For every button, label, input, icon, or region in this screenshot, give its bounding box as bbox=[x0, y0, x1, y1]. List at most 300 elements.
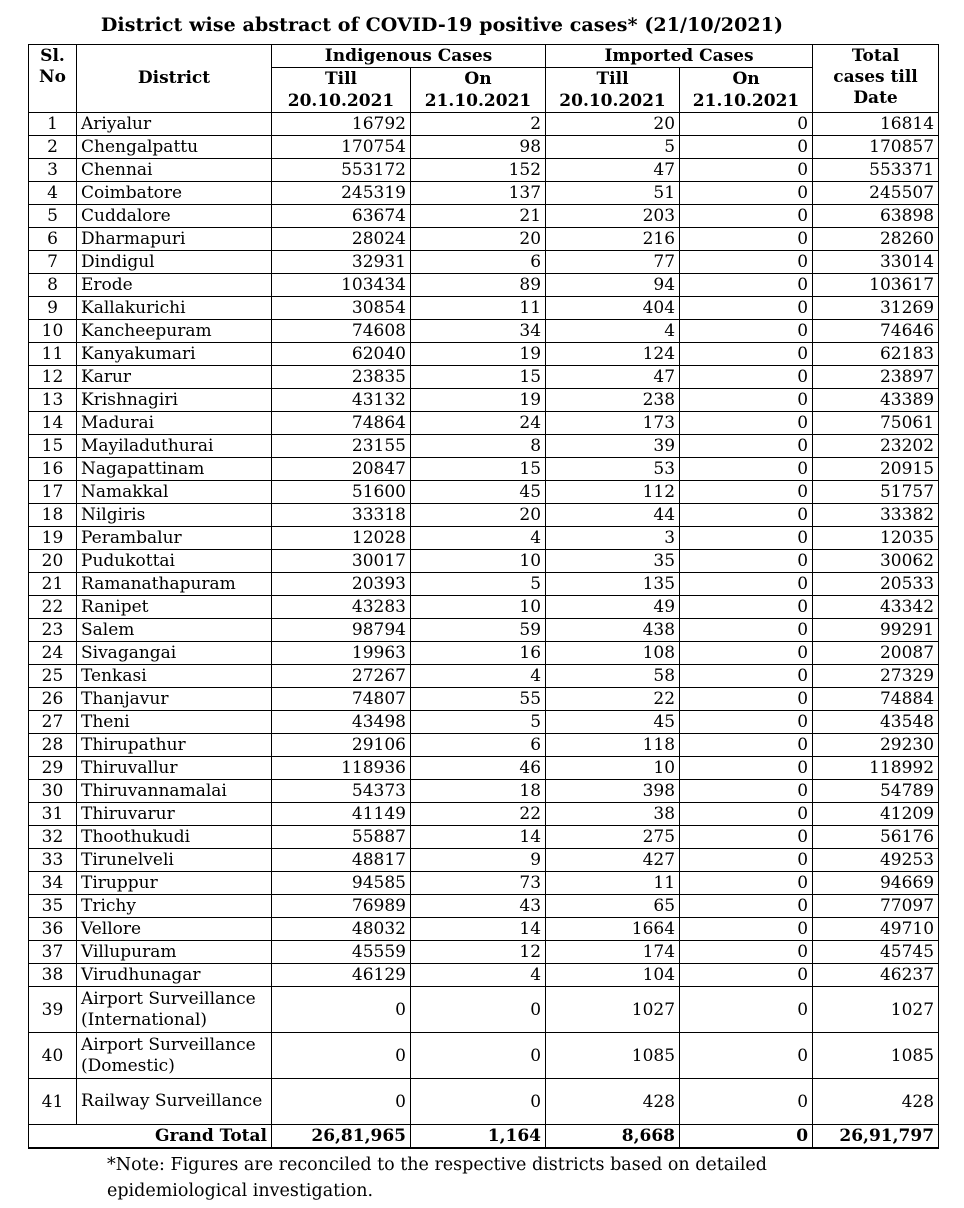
table-row bbox=[29, 251, 939, 274]
cell-indigenous-on: 15 bbox=[411, 366, 546, 389]
cell-indigenous-on: 9 bbox=[411, 849, 546, 872]
cell-district: Ariyalur bbox=[77, 113, 272, 136]
cell-district: Thiruvarur bbox=[77, 803, 272, 826]
table-row bbox=[29, 527, 939, 550]
cell-imported-on: 0 bbox=[680, 274, 813, 297]
cell-sl-no: 29 bbox=[29, 757, 77, 780]
cell-indigenous-till: 23155 bbox=[272, 435, 411, 458]
cell-indigenous-on: 10 bbox=[411, 596, 546, 619]
cell-imported-till: 174 bbox=[546, 941, 680, 964]
header-total-line1: Total bbox=[851, 46, 900, 66]
cell-indigenous-on: 20 bbox=[411, 504, 546, 527]
header-total-line3: Date bbox=[853, 88, 898, 108]
cell-total: 23897 bbox=[813, 366, 939, 389]
cell-sl-no: 30 bbox=[29, 780, 77, 803]
cell-imported-till: 47 bbox=[546, 159, 680, 182]
cell-district: Dharmapuri bbox=[77, 228, 272, 251]
cell-sl-no: 23 bbox=[29, 619, 77, 642]
cell-imported-on: 0 bbox=[680, 895, 813, 918]
cell-imported-on: 0 bbox=[680, 849, 813, 872]
cell-indigenous-on: 11 bbox=[411, 297, 546, 320]
table-row bbox=[29, 780, 939, 803]
district-cases-table bbox=[28, 44, 939, 1149]
cell-total: 30062 bbox=[813, 550, 939, 573]
cell-imported-on: 0 bbox=[680, 642, 813, 665]
table-header bbox=[29, 45, 939, 113]
cell-sl-no: 31 bbox=[29, 803, 77, 826]
table-row bbox=[29, 320, 939, 343]
cell-indigenous-till: 27267 bbox=[272, 665, 411, 688]
cell-imported-on: 0 bbox=[680, 550, 813, 573]
table-row bbox=[29, 1079, 939, 1125]
cell-district: Tiruppur bbox=[77, 872, 272, 895]
header-ind-on-date: 21.10.2021 bbox=[411, 90, 546, 113]
header-sl-no-line2: No bbox=[39, 67, 66, 87]
cell-imported-till: 1085 bbox=[546, 1033, 680, 1079]
header-imp-on: On bbox=[680, 68, 813, 91]
header-total-line2: cases till bbox=[833, 67, 918, 87]
cell-indigenous-on: 6 bbox=[411, 734, 546, 757]
cell-imported-on: 0 bbox=[680, 596, 813, 619]
cell-imported-on: 0 bbox=[680, 435, 813, 458]
cell-sl-no: 3 bbox=[29, 159, 77, 182]
cell-sl-no: 10 bbox=[29, 320, 77, 343]
cell-indigenous-on: 43 bbox=[411, 895, 546, 918]
cell-imported-on: 0 bbox=[680, 389, 813, 412]
cell-sl-no: 33 bbox=[29, 849, 77, 872]
cell-indigenous-on: 5 bbox=[411, 573, 546, 596]
cell-imported-on: 0 bbox=[680, 1079, 813, 1125]
table-row bbox=[29, 803, 939, 826]
cell-indigenous-on: 45 bbox=[411, 481, 546, 504]
cell-district: Tenkasi bbox=[77, 665, 272, 688]
table-row bbox=[29, 1033, 939, 1079]
cell-imported-on: 0 bbox=[680, 159, 813, 182]
cell-imported-till: 45 bbox=[546, 711, 680, 734]
cell-indigenous-till: 118936 bbox=[272, 757, 411, 780]
cell-total: 45745 bbox=[813, 941, 939, 964]
cell-total: 33382 bbox=[813, 504, 939, 527]
cell-indigenous-on: 152 bbox=[411, 159, 546, 182]
cell-indigenous-till: 54373 bbox=[272, 780, 411, 803]
table-row bbox=[29, 343, 939, 366]
cell-indigenous-till: 63674 bbox=[272, 205, 411, 228]
cell-indigenous-till: 30017 bbox=[272, 550, 411, 573]
cell-imported-till: 39 bbox=[546, 435, 680, 458]
cell-imported-till: 238 bbox=[546, 389, 680, 412]
table-row bbox=[29, 872, 939, 895]
cell-total: 54789 bbox=[813, 780, 939, 803]
cell-indigenous-on: 98 bbox=[411, 136, 546, 159]
cell-indigenous-till: 41149 bbox=[272, 803, 411, 826]
cell-district: Karur bbox=[77, 366, 272, 389]
cell-district: Virudhunagar bbox=[77, 964, 272, 987]
cell-indigenous-on: 10 bbox=[411, 550, 546, 573]
cell-imported-on: 0 bbox=[680, 711, 813, 734]
cell-imported-till: 428 bbox=[546, 1079, 680, 1125]
table-row bbox=[29, 596, 939, 619]
cell-sl-no: 20 bbox=[29, 550, 77, 573]
cell-sl-no: 37 bbox=[29, 941, 77, 964]
cell-total: 118992 bbox=[813, 757, 939, 780]
cell-imported-till: 5 bbox=[546, 136, 680, 159]
cell-district: Namakkal bbox=[77, 481, 272, 504]
table-row bbox=[29, 113, 939, 136]
cell-district: Cuddalore bbox=[77, 205, 272, 228]
cell-indigenous-on: 59 bbox=[411, 619, 546, 642]
table-row bbox=[29, 826, 939, 849]
cell-district: Sivagangai bbox=[77, 642, 272, 665]
cell-total: 56176 bbox=[813, 826, 939, 849]
cell-sl-no: 35 bbox=[29, 895, 77, 918]
cell-imported-on: 0 bbox=[680, 803, 813, 826]
cell-indigenous-on: 5 bbox=[411, 711, 546, 734]
cell-indigenous-till: 51600 bbox=[272, 481, 411, 504]
cell-imported-on: 0 bbox=[680, 757, 813, 780]
cell-indigenous-on: 4 bbox=[411, 964, 546, 987]
cell-imported-on: 0 bbox=[680, 297, 813, 320]
cell-imported-till: 438 bbox=[546, 619, 680, 642]
cell-sl-no: 38 bbox=[29, 964, 77, 987]
cell-indigenous-on: 73 bbox=[411, 872, 546, 895]
cell-imported-on: 0 bbox=[680, 136, 813, 159]
cell-district: Perambalur bbox=[77, 527, 272, 550]
cell-imported-till: 3 bbox=[546, 527, 680, 550]
table-row bbox=[29, 941, 939, 964]
table-row bbox=[29, 205, 939, 228]
cell-district: Coimbatore bbox=[77, 182, 272, 205]
cell-total: 49710 bbox=[813, 918, 939, 941]
cell-imported-on: 0 bbox=[680, 987, 813, 1033]
table-row bbox=[29, 274, 939, 297]
cell-sl-no: 16 bbox=[29, 458, 77, 481]
cell-imported-till: 1027 bbox=[546, 987, 680, 1033]
cell-sl-no: 13 bbox=[29, 389, 77, 412]
cell-imported-on: 0 bbox=[680, 665, 813, 688]
cell-indigenous-on: 0 bbox=[411, 1079, 546, 1125]
cell-imported-till: 20 bbox=[546, 113, 680, 136]
cell-imported-till: 58 bbox=[546, 665, 680, 688]
cell-sl-no: 11 bbox=[29, 343, 77, 366]
cell-district: Airport Surveillance (International) bbox=[77, 987, 272, 1033]
cell-district: Dindigul bbox=[77, 251, 272, 274]
cell-indigenous-on: 137 bbox=[411, 182, 546, 205]
header-ind-till: Till bbox=[272, 68, 411, 91]
header-indigenous: Indigenous Cases bbox=[272, 45, 546, 68]
cell-imported-till: 94 bbox=[546, 274, 680, 297]
cell-imported-till: 38 bbox=[546, 803, 680, 826]
grand-total-label: Grand Total bbox=[29, 1125, 272, 1149]
cell-indigenous-on: 89 bbox=[411, 274, 546, 297]
cell-indigenous-on: 55 bbox=[411, 688, 546, 711]
cell-imported-till: 44 bbox=[546, 504, 680, 527]
table-row bbox=[29, 228, 939, 251]
cell-indigenous-till: 76989 bbox=[272, 895, 411, 918]
cell-indigenous-till: 23835 bbox=[272, 366, 411, 389]
cell-indigenous-on: 18 bbox=[411, 780, 546, 803]
cell-district: Kanyakumari bbox=[77, 343, 272, 366]
cell-sl-no: 41 bbox=[29, 1079, 77, 1125]
cell-total: 103617 bbox=[813, 274, 939, 297]
table-row bbox=[29, 504, 939, 527]
cell-indigenous-on: 0 bbox=[411, 987, 546, 1033]
cell-imported-till: 49 bbox=[546, 596, 680, 619]
cell-district: Kallakurichi bbox=[77, 297, 272, 320]
cell-indigenous-on: 15 bbox=[411, 458, 546, 481]
cell-total: 33014 bbox=[813, 251, 939, 274]
table-row bbox=[29, 734, 939, 757]
table-row bbox=[29, 895, 939, 918]
cell-imported-on: 0 bbox=[680, 481, 813, 504]
cell-indigenous-on: 19 bbox=[411, 343, 546, 366]
cell-imported-on: 0 bbox=[680, 504, 813, 527]
cell-district: Chennai bbox=[77, 159, 272, 182]
cell-imported-on: 0 bbox=[680, 320, 813, 343]
cell-district: Vellore bbox=[77, 918, 272, 941]
cell-total: 20915 bbox=[813, 458, 939, 481]
cell-indigenous-till: 30854 bbox=[272, 297, 411, 320]
cell-indigenous-till: 28024 bbox=[272, 228, 411, 251]
table-row bbox=[29, 182, 939, 205]
cell-indigenous-till: 0 bbox=[272, 987, 411, 1033]
cell-imported-on: 0 bbox=[680, 1033, 813, 1079]
cell-total: 49253 bbox=[813, 849, 939, 872]
cell-total: 12035 bbox=[813, 527, 939, 550]
cell-imported-on: 0 bbox=[680, 366, 813, 389]
cell-indigenous-on: 6 bbox=[411, 251, 546, 274]
cell-sl-no: 32 bbox=[29, 826, 77, 849]
cell-total: 20087 bbox=[813, 642, 939, 665]
cell-indigenous-on: 24 bbox=[411, 412, 546, 435]
grand-total-ind-till: 26,81,965 bbox=[272, 1125, 411, 1149]
cell-imported-on: 0 bbox=[680, 573, 813, 596]
cell-indigenous-on: 22 bbox=[411, 803, 546, 826]
cell-sl-no: 8 bbox=[29, 274, 77, 297]
cell-indigenous-till: 43283 bbox=[272, 596, 411, 619]
table-row bbox=[29, 619, 939, 642]
cell-sl-no: 6 bbox=[29, 228, 77, 251]
cell-total: 75061 bbox=[813, 412, 939, 435]
cell-indigenous-on: 4 bbox=[411, 527, 546, 550]
cell-sl-no: 19 bbox=[29, 527, 77, 550]
cell-total: 63898 bbox=[813, 205, 939, 228]
cell-indigenous-till: 245319 bbox=[272, 182, 411, 205]
cell-district: Krishnagiri bbox=[77, 389, 272, 412]
cell-total: 77097 bbox=[813, 895, 939, 918]
cell-indigenous-till: 0 bbox=[272, 1079, 411, 1125]
cell-total: 27329 bbox=[813, 665, 939, 688]
cell-indigenous-on: 12 bbox=[411, 941, 546, 964]
cell-imported-till: 203 bbox=[546, 205, 680, 228]
cell-indigenous-on: 46 bbox=[411, 757, 546, 780]
cell-indigenous-till: 0 bbox=[272, 1033, 411, 1079]
cell-imported-on: 0 bbox=[680, 113, 813, 136]
cell-sl-no: 17 bbox=[29, 481, 77, 504]
cell-imported-on: 0 bbox=[680, 941, 813, 964]
cell-district: Thiruvannamalai bbox=[77, 780, 272, 803]
cell-indigenous-till: 45559 bbox=[272, 941, 411, 964]
table-row bbox=[29, 458, 939, 481]
cell-total: 170857 bbox=[813, 136, 939, 159]
cell-total: 16814 bbox=[813, 113, 939, 136]
cell-district: Villupuram bbox=[77, 941, 272, 964]
cell-indigenous-on: 21 bbox=[411, 205, 546, 228]
header-district-label: District bbox=[137, 68, 211, 88]
cell-imported-on: 0 bbox=[680, 228, 813, 251]
cell-sl-no: 40 bbox=[29, 1033, 77, 1079]
cell-imported-till: 10 bbox=[546, 757, 680, 780]
cell-indigenous-till: 62040 bbox=[272, 343, 411, 366]
cell-total: 43548 bbox=[813, 711, 939, 734]
cell-indigenous-till: 20847 bbox=[272, 458, 411, 481]
cell-imported-on: 0 bbox=[680, 527, 813, 550]
table-row bbox=[29, 688, 939, 711]
cell-total: 1027 bbox=[813, 987, 939, 1033]
cell-indigenous-till: 33318 bbox=[272, 504, 411, 527]
table-row bbox=[29, 849, 939, 872]
cell-imported-on: 0 bbox=[680, 343, 813, 366]
cell-imported-till: 118 bbox=[546, 734, 680, 757]
cell-imported-till: 47 bbox=[546, 366, 680, 389]
cell-indigenous-on: 8 bbox=[411, 435, 546, 458]
cell-district: Chengalpattu bbox=[77, 136, 272, 159]
cell-indigenous-till: 98794 bbox=[272, 619, 411, 642]
cell-indigenous-till: 103434 bbox=[272, 274, 411, 297]
table-row bbox=[29, 481, 939, 504]
cell-indigenous-till: 12028 bbox=[272, 527, 411, 550]
cell-indigenous-till: 553172 bbox=[272, 159, 411, 182]
cell-imported-till: 135 bbox=[546, 573, 680, 596]
header-imported: Imported Cases bbox=[546, 45, 813, 68]
cell-sl-no: 28 bbox=[29, 734, 77, 757]
cell-imported-till: 173 bbox=[546, 412, 680, 435]
cell-imported-on: 0 bbox=[680, 205, 813, 228]
cell-total: 428 bbox=[813, 1079, 939, 1125]
cell-sl-no: 18 bbox=[29, 504, 77, 527]
cell-indigenous-on: 20 bbox=[411, 228, 546, 251]
cell-total: 31269 bbox=[813, 297, 939, 320]
cell-imported-till: 124 bbox=[546, 343, 680, 366]
cell-imported-on: 0 bbox=[680, 872, 813, 895]
cell-sl-no: 5 bbox=[29, 205, 77, 228]
cell-district: Kancheepuram bbox=[77, 320, 272, 343]
cell-indigenous-on: 19 bbox=[411, 389, 546, 412]
cell-indigenous-till: 20393 bbox=[272, 573, 411, 596]
cell-imported-till: 108 bbox=[546, 642, 680, 665]
cell-district: Mayiladuthurai bbox=[77, 435, 272, 458]
cell-sl-no: 34 bbox=[29, 872, 77, 895]
cell-total: 46237 bbox=[813, 964, 939, 987]
table-row bbox=[29, 665, 939, 688]
cell-total: 43342 bbox=[813, 596, 939, 619]
grand-total-total: 26,91,797 bbox=[813, 1125, 939, 1149]
cell-indigenous-on: 14 bbox=[411, 918, 546, 941]
table-row bbox=[29, 366, 939, 389]
cell-indigenous-till: 74608 bbox=[272, 320, 411, 343]
header-imp-on-date: 21.10.2021 bbox=[680, 90, 813, 113]
cell-imported-on: 0 bbox=[680, 734, 813, 757]
cell-imported-till: 51 bbox=[546, 182, 680, 205]
cell-imported-till: 275 bbox=[546, 826, 680, 849]
cell-indigenous-on: 16 bbox=[411, 642, 546, 665]
cell-total: 74646 bbox=[813, 320, 939, 343]
cell-district: Salem bbox=[77, 619, 272, 642]
cell-total: 43389 bbox=[813, 389, 939, 412]
cell-sl-no: 26 bbox=[29, 688, 77, 711]
cell-sl-no: 36 bbox=[29, 918, 77, 941]
header-total bbox=[813, 45, 939, 113]
table-row bbox=[29, 550, 939, 573]
grand-total-imp-till: 8,668 bbox=[546, 1125, 680, 1149]
cell-imported-on: 0 bbox=[680, 964, 813, 987]
cell-sl-no: 7 bbox=[29, 251, 77, 274]
cell-indigenous-till: 19963 bbox=[272, 642, 411, 665]
cell-district: Pudukottai bbox=[77, 550, 272, 573]
table-row bbox=[29, 573, 939, 596]
cell-total: 1085 bbox=[813, 1033, 939, 1079]
table-row bbox=[29, 412, 939, 435]
cell-total: 62183 bbox=[813, 343, 939, 366]
cell-indigenous-on: 0 bbox=[411, 1033, 546, 1079]
cell-district: Ramanathapuram bbox=[77, 573, 272, 596]
cell-indigenous-till: 46129 bbox=[272, 964, 411, 987]
cell-indigenous-till: 74807 bbox=[272, 688, 411, 711]
cell-indigenous-on: 2 bbox=[411, 113, 546, 136]
cell-sl-no: 15 bbox=[29, 435, 77, 458]
cell-sl-no: 39 bbox=[29, 987, 77, 1033]
cell-total: 94669 bbox=[813, 872, 939, 895]
cell-indigenous-till: 48032 bbox=[272, 918, 411, 941]
cell-indigenous-till: 29106 bbox=[272, 734, 411, 757]
cell-total: 99291 bbox=[813, 619, 939, 642]
cell-indigenous-till: 43132 bbox=[272, 389, 411, 412]
cell-indigenous-on: 34 bbox=[411, 320, 546, 343]
cell-sl-no: 22 bbox=[29, 596, 77, 619]
header-ind-till-date: 20.10.2021 bbox=[272, 90, 411, 113]
cell-indigenous-till: 16792 bbox=[272, 113, 411, 136]
cell-sl-no: 21 bbox=[29, 573, 77, 596]
cell-sl-no: 12 bbox=[29, 366, 77, 389]
cell-sl-no: 4 bbox=[29, 182, 77, 205]
cell-district: Railway Surveillance bbox=[77, 1079, 272, 1125]
cell-imported-till: 1664 bbox=[546, 918, 680, 941]
cell-imported-on: 0 bbox=[680, 412, 813, 435]
grand-total-row bbox=[29, 1125, 939, 1149]
cell-imported-on: 0 bbox=[680, 182, 813, 205]
cell-total: 28260 bbox=[813, 228, 939, 251]
cell-district: Tirunelveli bbox=[77, 849, 272, 872]
footnote: *Note: Figures are reconciled to the respective districts based on detailed epidemiological investigation. bbox=[107, 1155, 767, 1201]
cell-sl-no: 24 bbox=[29, 642, 77, 665]
cell-total: 245507 bbox=[813, 182, 939, 205]
header-imp-till: Till bbox=[546, 68, 680, 91]
cell-district: Thiruvallur bbox=[77, 757, 272, 780]
cell-indigenous-till: 32931 bbox=[272, 251, 411, 274]
cell-district: Madurai bbox=[77, 412, 272, 435]
header-district bbox=[77, 45, 272, 113]
cell-imported-on: 0 bbox=[680, 918, 813, 941]
cell-district: Theni bbox=[77, 711, 272, 734]
cell-indigenous-till: 48817 bbox=[272, 849, 411, 872]
table-row bbox=[29, 136, 939, 159]
cell-imported-till: 104 bbox=[546, 964, 680, 987]
cell-imported-on: 0 bbox=[680, 826, 813, 849]
cell-total: 29230 bbox=[813, 734, 939, 757]
cell-district: Airport Surveillance (Domestic) bbox=[77, 1033, 272, 1079]
cell-imported-till: 398 bbox=[546, 780, 680, 803]
table-row bbox=[29, 757, 939, 780]
grand-total-ind-on: 1,164 bbox=[411, 1125, 546, 1149]
